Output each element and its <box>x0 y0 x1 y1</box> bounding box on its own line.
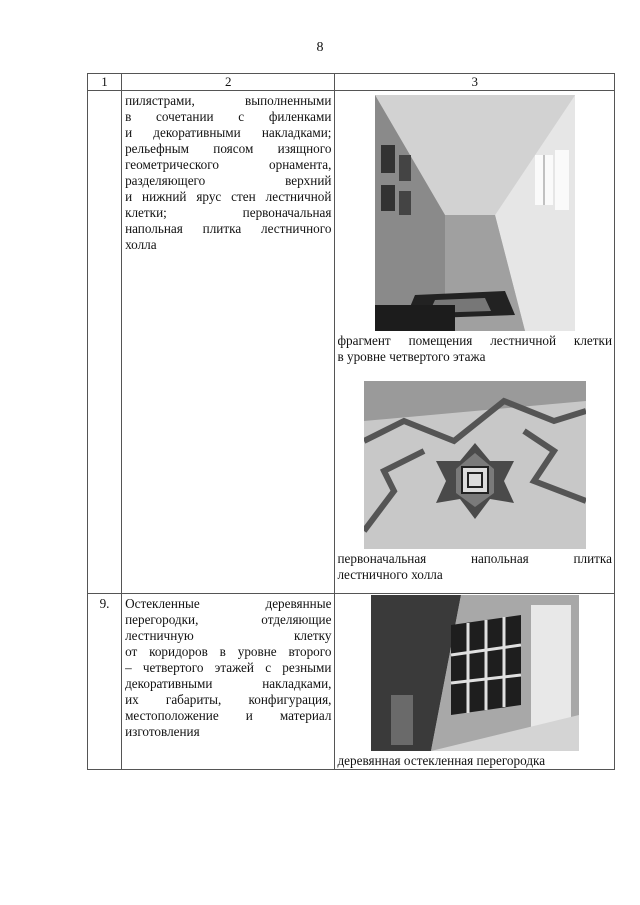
text-line: перегородки, отделяющие <box>125 612 332 627</box>
row-number: 9. <box>88 594 122 770</box>
table-header-row <box>88 74 615 91</box>
image-caption <box>335 333 614 365</box>
text-line: декоративными накладками, <box>125 676 332 691</box>
row-images <box>335 91 615 594</box>
monument-table <box>87 73 615 770</box>
text-line: напольная плитка лестничного <box>125 221 332 236</box>
table-row <box>88 91 615 594</box>
text-line: от коридоров в уровне второго <box>125 644 332 659</box>
text-line: фрагмент помещения лестничной клетки <box>337 333 612 348</box>
text-line: изготовления <box>125 724 200 739</box>
header-cell: 3 <box>335 74 615 91</box>
table-row <box>88 594 615 770</box>
text-line: их габариты, конфигурация, <box>125 692 332 707</box>
image-caption <box>335 551 614 583</box>
text-line: первоначальная напольная плитка <box>337 551 612 566</box>
text-line: лестничную клетку <box>125 628 332 643</box>
row-images <box>335 594 615 770</box>
text-line: в уровне четвертого этажа <box>337 349 486 364</box>
text-line: деревянная остекленная перегородка <box>337 753 546 768</box>
text-line: и нижний ярус стен лестничной <box>125 189 332 204</box>
floor-tile-photo <box>364 381 586 549</box>
text-line: Остекленные деревянные <box>125 596 332 611</box>
page-number: 8 <box>316 40 324 55</box>
text-line: лестничного холла <box>337 567 443 582</box>
row-number <box>88 91 122 594</box>
header-cell: 2 <box>122 74 335 91</box>
header-cell: 1 <box>88 74 122 91</box>
staircase-interior-photo <box>375 95 575 331</box>
text-line: клетки; первоначальная <box>125 205 332 220</box>
image-caption <box>335 753 614 769</box>
text-line: рельефным поясом изящного <box>125 141 332 156</box>
text-line: – четвертого этажей с резными <box>125 660 332 675</box>
text-line: местоположение и материал <box>125 708 332 723</box>
row-description <box>122 91 335 594</box>
text-line: разделяющего верхний <box>125 173 332 188</box>
text-line: в сочетании с филенками <box>125 109 332 124</box>
text-line: холла <box>125 237 157 252</box>
row-description <box>122 594 335 770</box>
text-line: и декоративными накладками; <box>125 125 332 140</box>
text-line: геометрического орнамента, <box>125 157 332 172</box>
glazed-partition-photo <box>371 595 579 751</box>
text-line: пилястрами, выполненными <box>125 93 332 108</box>
